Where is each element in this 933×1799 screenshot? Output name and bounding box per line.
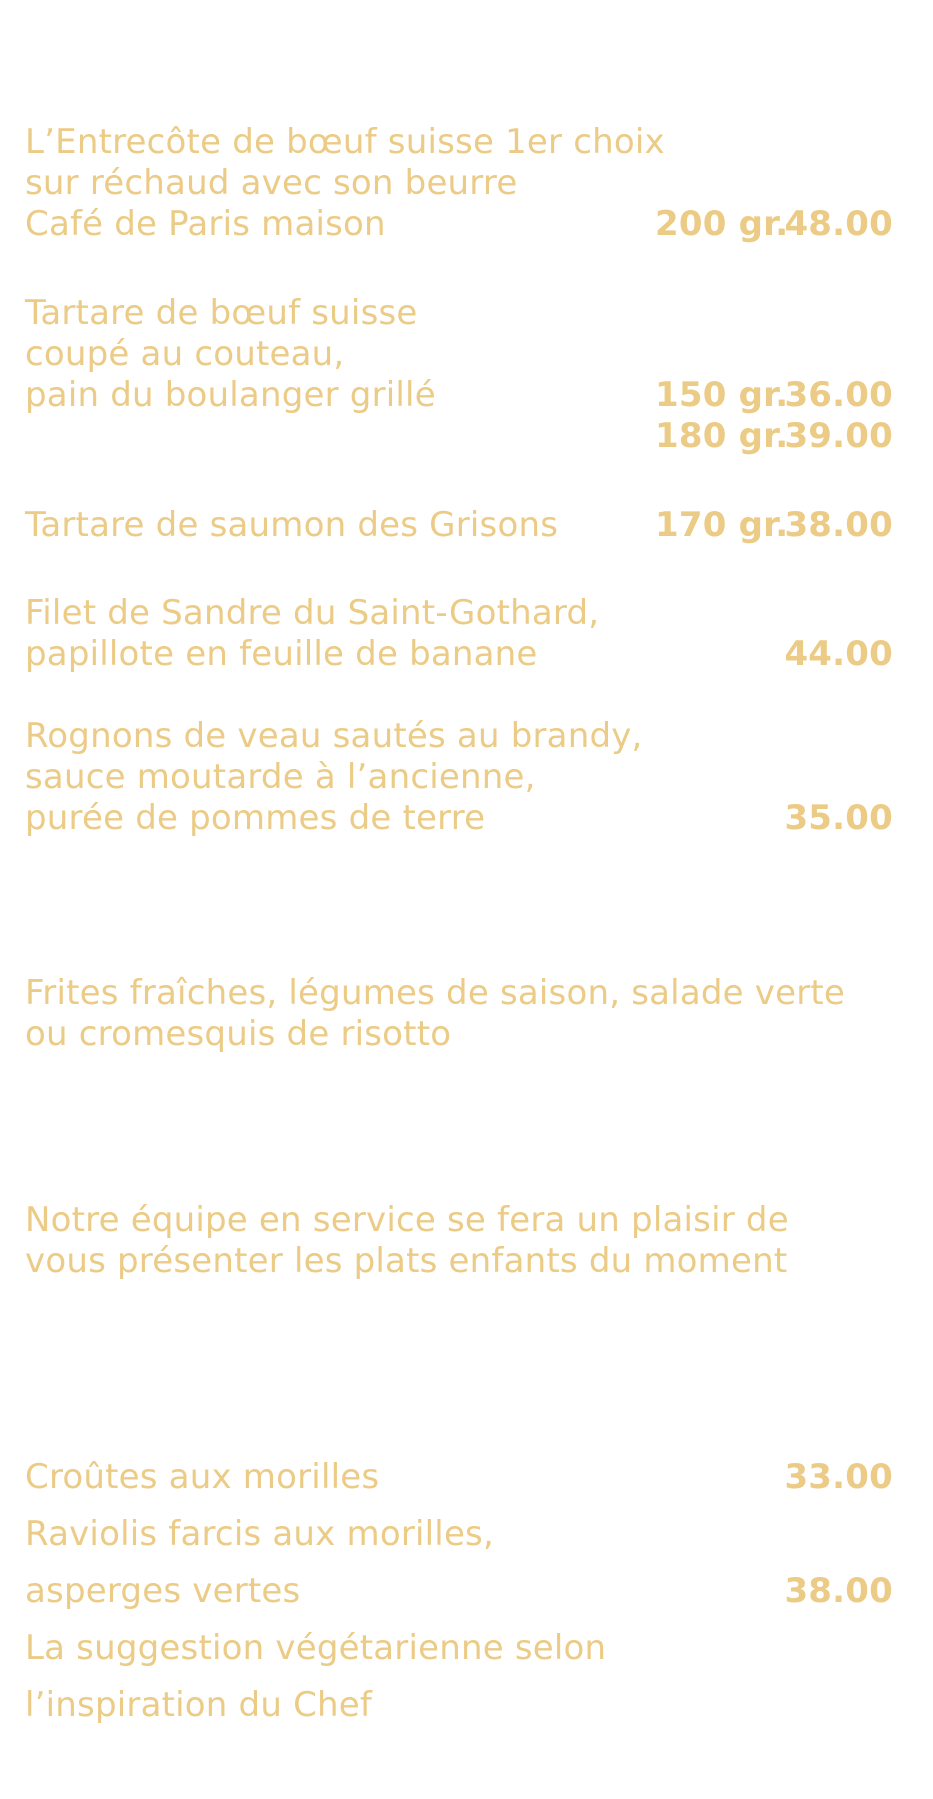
dish-weight: 150 gr. [655,375,789,415]
dish-line [25,416,893,457]
dish-line [25,716,893,757]
dish-line [25,122,893,163]
dish-description: Tartare de bœuf suisse [25,293,418,333]
veg-line [25,1506,893,1563]
dish-description: Rognons de veau sautés au brandy, [25,716,643,756]
dish-description: sur réchaud avec son beurre [25,163,518,203]
dish-description: Café de Paris maison [25,204,386,244]
dish-description: Tartare de saumon des Grisons [25,505,559,545]
dish-entrecote [25,122,893,245]
dish-description: l’inspiration du Chef [25,1685,373,1725]
side-dishes-text: ou cromesquis de risotto [25,1014,452,1054]
dish-description: papillote en feuille de banane [25,634,538,674]
dish-description: coupé au couteau, [25,334,345,374]
dish-weight: 180 gr. [655,416,789,456]
dish-tartare-boeuf [25,293,893,457]
dish-rognons-veau [25,716,893,839]
dish-line [25,375,893,416]
veg-line [25,1620,893,1677]
side-dishes-text: Frites fraîches, légumes de saison, salade verte [25,973,846,1013]
dish-description: sauce moutarde à l’ancienne, [25,757,536,797]
dish-price: 48.00 [784,204,893,244]
veg-line [25,1677,893,1734]
veg-line [25,1449,893,1506]
text-line [25,1200,905,1241]
dish-weight: 200 gr. [655,204,789,244]
dish-line [25,593,893,634]
dish-line [25,634,893,675]
dish-weight: 170 gr. [655,505,789,545]
dish-description: L’Entrecôte de bœuf suisse 1er choix [25,122,665,162]
dish-line [25,757,893,798]
dish-line [25,163,893,204]
dish-line [25,505,893,546]
dish-price: 38.00 [784,505,893,545]
dish-description: pain du boulanger grillé [25,375,436,415]
vegetarian-section [25,1449,893,1734]
veg-line [25,1563,893,1620]
dish-price: 44.00 [784,634,893,674]
text-line [25,1014,905,1055]
dish-line [25,293,893,334]
dish-description: purée de pommes de terre [25,798,486,838]
dish-price: 39.00 [784,416,893,456]
dish-line [25,334,893,375]
dish-description: Raviolis farcis aux morilles, [25,1514,494,1554]
kids-menu-text: Notre équipe en service se fera un plaisir de [25,1200,789,1240]
kids-menu-note [25,1200,905,1282]
dish-price: 33.00 [784,1457,893,1497]
side-dishes-note [25,973,905,1055]
dish-filet-sandre [25,593,893,675]
dish-price: 38.00 [784,1571,893,1611]
kids-menu-text: vous présenter les plats enfants du moment [25,1241,788,1281]
dish-price: 36.00 [784,375,893,415]
dish-line [25,204,893,245]
dish-description: Filet de Sandre du Saint-Gothard, [25,593,600,633]
dish-price: 35.00 [784,798,893,838]
dish-description: Croûtes aux morilles [25,1457,380,1497]
dish-description: asperges vertes [25,1571,301,1611]
dish-description: La suggestion végétarienne selon [25,1628,607,1668]
dish-line [25,798,893,839]
text-line [25,1241,905,1282]
text-line [25,973,905,1014]
dish-tartare-saumon [25,505,893,546]
